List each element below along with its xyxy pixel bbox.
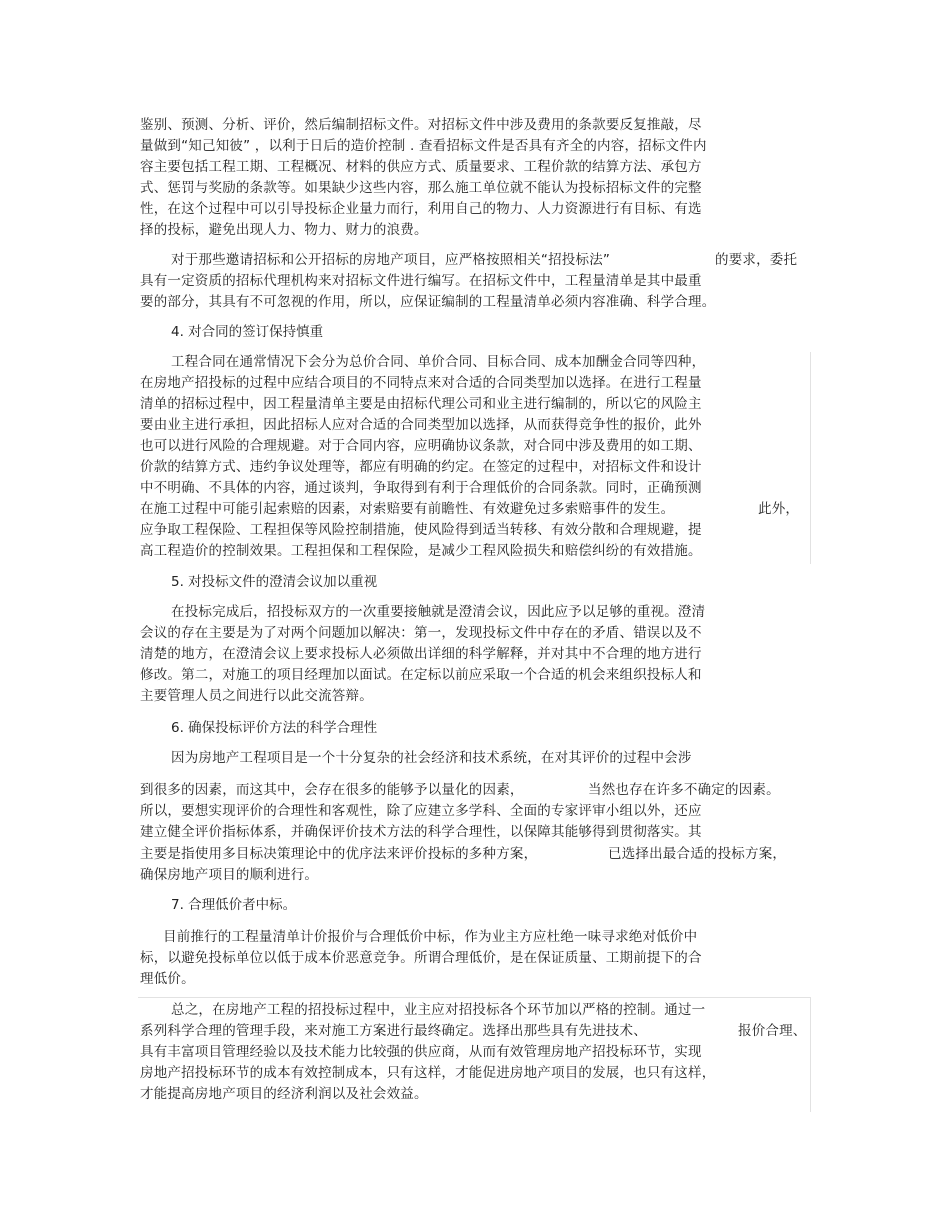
text-line: 中不明确、不具体的内容，通过谈判，争取得到有利于合理低价的合同条款。同时，正确预测 bbox=[140, 480, 702, 496]
text-line: 容主要包括工程工期、工程概况、材料的供应方式、质量要求、工程价款的结算方法、承包方 bbox=[140, 159, 702, 175]
text-line: 当然也存在许多不确定的因素。 bbox=[588, 782, 780, 798]
text-line: 报价合理、 bbox=[738, 1023, 807, 1039]
section-heading-5: 5. 对投标文件的澄清会议加以重视 bbox=[171, 574, 378, 590]
section-heading-7: 7. 合理低价者中标。 bbox=[171, 897, 297, 913]
text-line: 具有一定资质的招标代理机构来对招标文件进行编写。在招标文件中，工程量清单是其中最重 bbox=[140, 273, 702, 289]
text-line: 清楚的地方，在澄清会议上要求投标人必须做出详细的科学解释，并对其中不合理的地方进行 bbox=[140, 646, 702, 662]
text-line: 量做到“知己知彼” ，以利于日后的造价控制 . 查看招标文件是否具有齐全的内容，招标文件内 bbox=[140, 138, 707, 154]
text-line: 在房地产招投标的过程中应结合项目的不同特点来对合适的合同类型加以选择。在进行工程量 bbox=[140, 375, 702, 391]
text-line: 式、惩罚与奖励的条款等。如果缺少这些内容，那么施工单位就不能认为投标招标文件的完整 bbox=[140, 180, 702, 196]
text-line: 会议的存在主要是为了对两个问题加以解决：第一，发现投标文件中存在的矛盾、错误以及不 bbox=[140, 625, 702, 641]
text-line: 价款的结算方式、违约争议处理等，都应有明确的约定。在签定的过程中，对招标文件和设计 bbox=[140, 459, 702, 475]
text-line: 择的投标，避免出现人力、物力、财力的浪费。 bbox=[140, 222, 428, 238]
text-line: 应争取工程保险、工程担保等风险控制措施，使风险得到适当转移、有效分散和合理规避，提 bbox=[140, 522, 702, 538]
text-line: 系列科学合理的管理手段，来对施工方案进行最终确定。选择出那些具有先进技术、 bbox=[140, 1023, 647, 1039]
text-line: 才能提高房地产项目的经济利润以及社会效益。 bbox=[140, 1086, 428, 1102]
text-line: 理低价。 bbox=[140, 971, 195, 987]
text-line: 工程合同在通常情况下会分为总价合同、单价合同、目标合同、成本加酬金合同等四种， bbox=[171, 354, 706, 370]
text-line: 的要求，委托 bbox=[715, 252, 798, 268]
text-line: 目前推行的工程量清单计价报价与合理低价中标，作为业主方应杜绝一味寻求绝对低价中 bbox=[163, 929, 698, 945]
text-line: 具有丰富项目管理经验以及技术能力比较强的供应商，从而有效管理房地产招投标环节，实现 bbox=[140, 1044, 702, 1060]
text-line: 已选择出最合适的投标方案， bbox=[608, 846, 787, 862]
text-line: 鉴别、预测、分析、评价，然后编制招标文件。对招标文件中涉及费用的条款要反复推敲，尽 bbox=[140, 117, 702, 133]
text-line: 主要管理人员之间进行以此交流答辩。 bbox=[140, 688, 373, 704]
text-line: 主要是指使用多目标决策理论中的优序法来评价投标的多种方案， bbox=[140, 846, 538, 862]
text-line: 对于那些邀请招标和公开招标的房地产项目，应严格按照相关“招投标法” bbox=[171, 252, 611, 268]
text-line: 标，以避免投标单位以低于成本价恶意竞争。所谓合理低价，是在保证质量、工期前提下的合 bbox=[140, 950, 702, 966]
text-line: 建立健全评价指标体系，并确保评价技术方法的科学合理性，以保障其能够得到贯彻落实。其 bbox=[140, 824, 702, 840]
text-line: 也可以进行风险的合理规避。对于合同内容，应明确协议条款，对合同中涉及费用的如工期、 bbox=[140, 438, 702, 454]
text-line: 房地产招投标环节的成本有效控制成本，只有这样，才能促进房地产项目的发展，也只有这样， bbox=[140, 1065, 716, 1081]
text-line: 所以，要想实现评价的合理性和客观性，除了应建立多学科、全面的专家评审小组以外，还应 bbox=[140, 803, 702, 819]
text-line: 此外， bbox=[758, 501, 800, 517]
text-line: 要的部分，其具有不可忽视的作用，所以，应保证编制的工程量清单必须内容准确、科学合理。 bbox=[140, 294, 716, 310]
text-line: 要由业主进行承担，因此招标人应对合适的合同类型加以选择，从而获得竞争性的报价，此外 bbox=[140, 417, 702, 433]
text-line: 确保房地产项目的顺利进行。 bbox=[140, 867, 319, 883]
text-line: 修改。第二，对施工的项目经理加以面试。在定标以前应采取一个合适的机会来组织投标人和 bbox=[140, 667, 702, 683]
text-line: 总之，在房地产工程的招投标过程中，业主应对招投标各个环节加以严格的控制。通过一 bbox=[171, 1002, 706, 1018]
section-heading-6: 6. 确保投标评价方法的科学合理性 bbox=[171, 720, 378, 736]
section-heading-4: 4. 对合同的签订保持慎重 bbox=[171, 324, 324, 340]
text-line: 在施工过程中可能引起索赔的因素，对索赔要有前瞻性、有效避免过多索赔事件的发生。 bbox=[140, 501, 675, 517]
text-line: 到很多的因素，而这其中，会存在很多的能够予以量化的因素， bbox=[140, 782, 524, 798]
text-line: 性，在这个过程中可以引导投标企业量力而行，利用自己的物力、人力资源进行有目标、有选 bbox=[140, 201, 702, 217]
text-line: 高工程造价的控制效果。工程担保和工程保险，是减少工程风险损失和赔偿纠纷的有效措施。 bbox=[140, 543, 702, 559]
text-line: 清单的招标过程中，因工程量清单主要是由招标代理公司和业主进行编制的，所以它的风险主 bbox=[140, 396, 702, 412]
text-line: 因为房地产工程项目是一个十分复杂的社会经济和技术系统，在对其评价的过程中会涉 bbox=[171, 750, 692, 766]
text-line: 在投标完成后，招投标双方的一次重要接触就是澄清会议，因此应予以足够的重视。澄清 bbox=[171, 604, 706, 620]
